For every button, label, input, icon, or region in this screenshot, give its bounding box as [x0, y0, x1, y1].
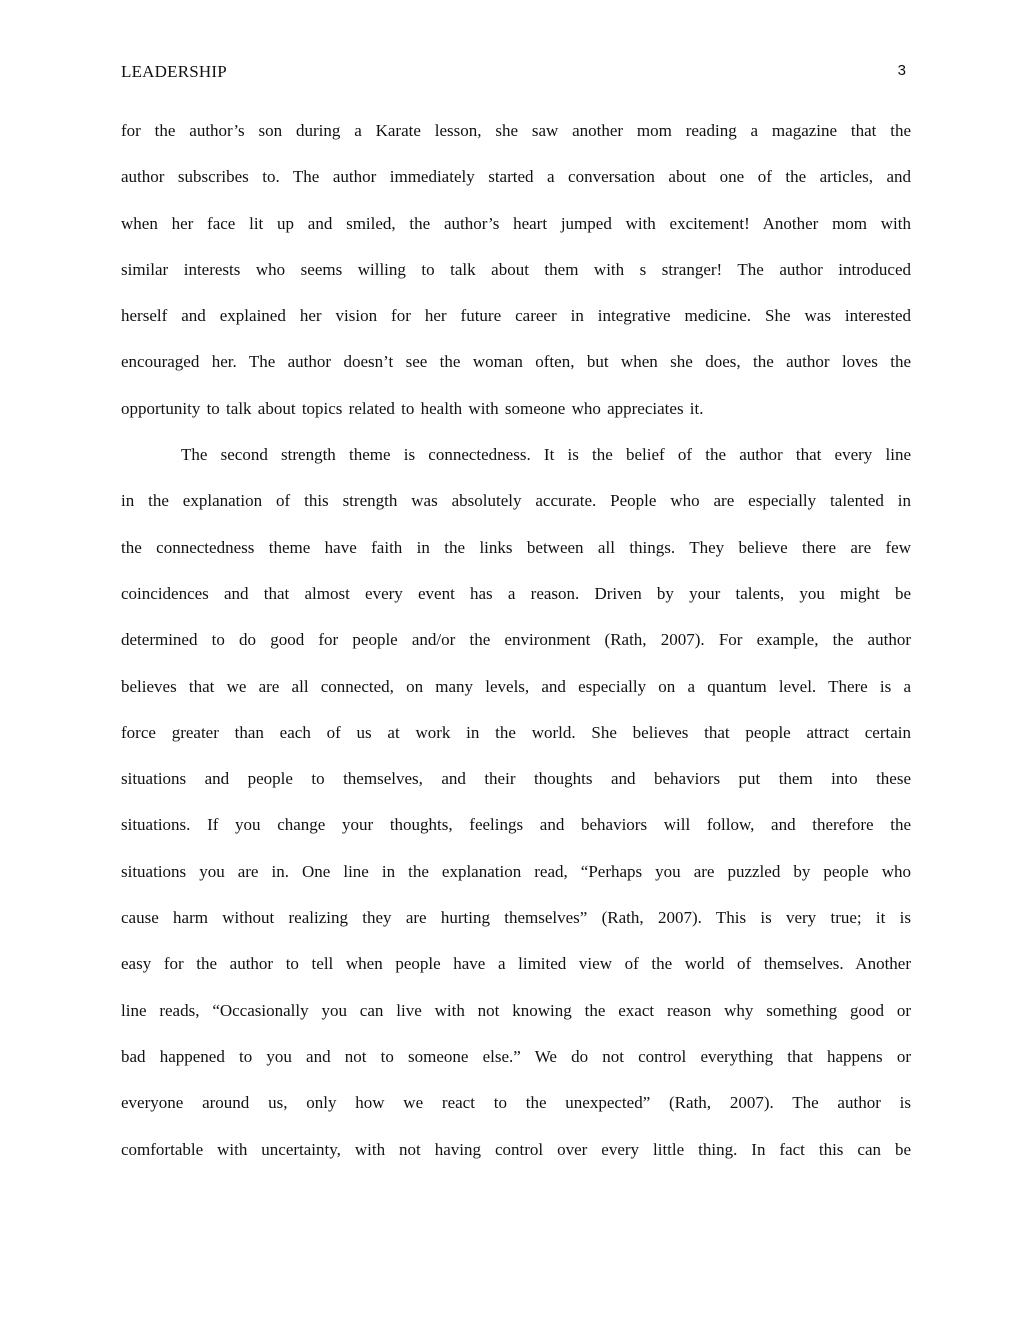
- text-line: determined to do good for people and/or the environment (Rath, 2007). For example, the author: [121, 630, 911, 650]
- text-line: cause harm without realizing they are hurting themselves” (Rath, 2007). This is very true; it is: [121, 908, 911, 928]
- text-line: the connectedness theme have faith in the links between all things. They believe there are few: [121, 537, 911, 557]
- text-line: coincidences and that almost every event has a reason. Driven by your talents, you might be: [121, 583, 911, 603]
- text-line: situations and people to themselves, and their thoughts and behaviors put them into these: [121, 769, 911, 789]
- text-line: opportunity to talk about topics related to health with someone who appreciates it.: [121, 398, 704, 418]
- paragraph-first-line: The second strength theme is connectedness. It is the belief of the author that every line: [181, 445, 911, 465]
- text-line: author subscribes to. The author immediately started a conversation about one of the articles, and: [121, 167, 911, 187]
- text-line: in the explanation of this strength was absolutely accurate. People who are especially talented in: [121, 491, 911, 511]
- page-number: 3: [897, 62, 906, 79]
- text-line: line reads, “Occasionally you can live with not knowing the exact reason why something good or: [121, 1000, 911, 1020]
- text-line: believes that we are all connected, on many levels, and especially on a quantum level. There is a: [121, 676, 911, 696]
- text-line: encouraged her. The author doesn’t see the woman often, but when she does, the author loves the: [121, 352, 911, 372]
- text-line: force greater than each of us at work in the world. She believes that people attract certain: [121, 722, 911, 742]
- text-line: everyone around us, only how we react to the unexpected” (Rath, 2007). The author is: [121, 1093, 911, 1113]
- text-line: similar interests who seems willing to talk about them with s stranger! The author introduced: [121, 259, 911, 279]
- text-line: for the author’s son during a Karate lesson, she saw another mom reading a magazine that the: [121, 121, 911, 140]
- text-line: when her face lit up and smiled, the author’s heart jumped with excitement! Another mom with: [121, 213, 911, 233]
- text-line: situations. If you change your thoughts, feelings and behaviors will follow, and therefore the: [121, 815, 911, 835]
- text-line: herself and explained her vision for her future career in integrative medicine. She was interested: [121, 306, 911, 326]
- text-line: comfortable with uncertainty, with not having control over every little thing. In fact this can be: [121, 1139, 911, 1159]
- text-line: situations you are in. One line in the explanation read, “Perhaps you are puzzled by people who: [121, 861, 911, 881]
- text-line: bad happened to you and not to someone else.” We do not control everything that happens or: [121, 1046, 911, 1066]
- text-line: easy for the author to tell when people have a limited view of the world of themselves. Another: [121, 954, 911, 974]
- body-text: [121, 117, 911, 1182]
- running-head: LEADERSHIP: [121, 62, 227, 81]
- page-header: [121, 62, 906, 84]
